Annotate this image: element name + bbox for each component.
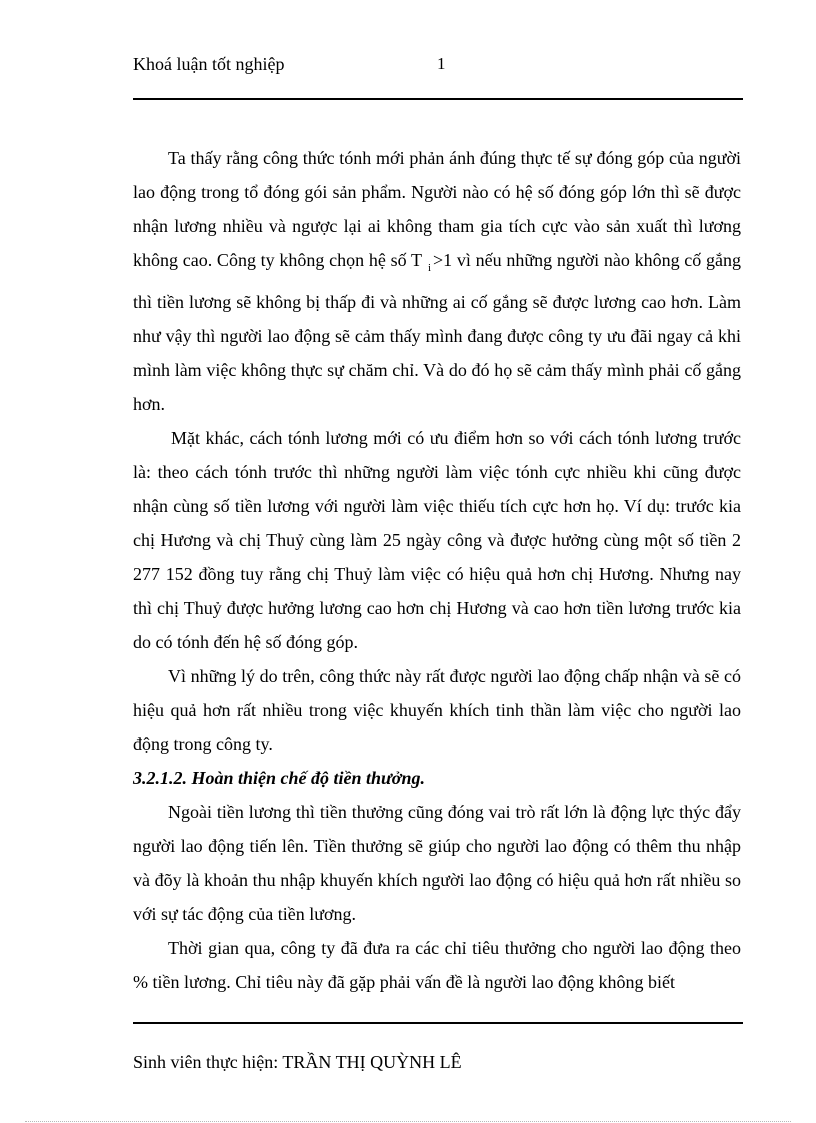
header-divider (133, 98, 743, 100)
paragraph-2: Mặt khác, cách tónh lương mới có ưu điểm hơn so với cách tónh lương trước là: theo cách tónh trước thì những người làm việc tónh cực nhiều khi cũng được nhận cùng số tiền lương với người làm việc thiếu tích cực hơn họ. Ví dụ: trước kia chị Hương và chị Thuỷ cùng làm 25 ngày công và được hưởng cùng một số tiền 2 277 152 đồng tuy rằng chị Thuỷ làm việc có hiệu quả hơn chị Hương. Nhưng nay thì chị Thuỷ được hưởng lương cao hơn chị Hương và cao hơn tiền lương trước kia do có tónh đến hệ số đóng góp. (133, 428, 741, 652)
document-body (133, 141, 741, 999)
footer-divider (133, 1022, 743, 1024)
paragraph-1-text-b: >1 vì nếu những người nào không cố gắng thì tiền lương sẽ không bị thấp đi và những ai cố gắng sẽ được lương cao hơn. Làm như vậy thì người lao động sẽ cảm thấy mình đang được công ty ưu đãi ngay cả khi mình làm việc không thực sự chăm chỉ. Và do đó họ sẽ cảm thấy mình phải cố gắng hơn. (133, 250, 741, 414)
paragraph-1-text-a: Ta thấy rằng công thức tónh mới phản ánh đúng thực tế sự đóng góp của người lao động trong tổ đóng gói sản phẩm. Người nào có hệ số đóng góp lớn thì sẽ được nhận lương nhiều và ngược lại ai không tham gia tích cực vào sản xuất thì lương không cao. Công ty không chọn hệ số T (133, 148, 741, 270)
section-heading: 3.2.1.2. Hoàn thiện chế độ tiền thưởng. (133, 768, 425, 788)
page-footer (133, 1050, 462, 1074)
page-header (133, 52, 743, 76)
page-number: 1 (437, 54, 446, 73)
footer-author: Sinh viên thực hiện: TRẦN THỊ QUỲNH LÊ (133, 1052, 462, 1072)
paragraph-5: Thời gian qua, công ty đã đưa ra các chỉ tiêu thưởng cho người lao động theo % tiền lương. Chỉ tiêu này đã gặp phải vấn đề là người lao động không biết (133, 938, 741, 992)
paragraph-3: Vì những lý do trên, công thức này rất được người lao động chấp nhận và sẽ có hiệu quả hơn rất nhiều trong việc khuyến khích tinh thần làm việc cho người lao động trong công ty. (133, 666, 741, 754)
paragraph-1 (133, 141, 741, 421)
header-title: Khoá luận tốt nghiệp (133, 54, 285, 74)
page-edge-dots (25, 1121, 791, 1122)
subscript-i: i (427, 262, 432, 274)
paragraph-4: Ngoài tiền lương thì tiền thưởng cũng đóng vai trò rất lớn là động lực thýc đẩy người lao động tiến lên. Tiền thưởng sẽ giúp cho người lao động có thêm thu nhập và đõy là khoản thu nhập khuyến khích người lao động có hiệu quả hơn rất nhiều so với sự tác động của tiền lương. (133, 802, 741, 924)
